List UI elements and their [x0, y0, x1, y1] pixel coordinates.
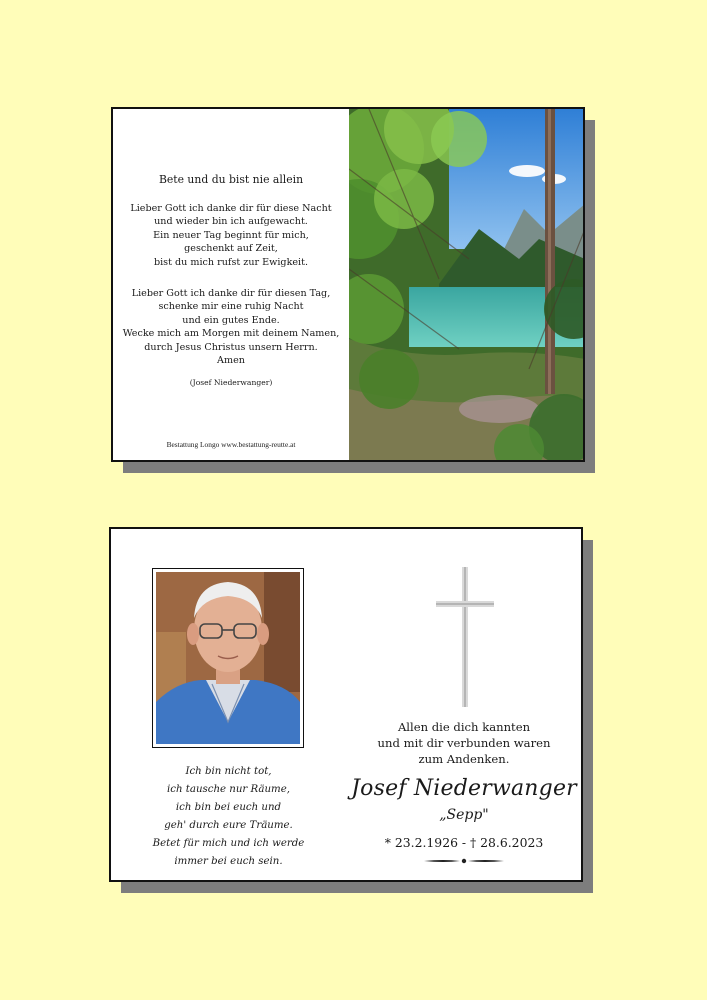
- funeral-home-credit: Bestattung Longo www.bestattung-reutte.at: [166, 440, 296, 449]
- remembrance-line: Allen die dich kannten: [397, 720, 531, 734]
- quote-line: Ich bin nicht tot,: [185, 766, 272, 777]
- quote-line: geh' durch eure Träume.: [164, 820, 293, 831]
- remembrance-line: und mit dir verbunden waren: [377, 736, 551, 750]
- ornament-divider-icon: [424, 857, 504, 865]
- quote-line: Betet für mich und ich werde: [152, 838, 305, 849]
- remembrance-text: [341, 719, 583, 767]
- prayer-title: Bete und du bist nie allein: [158, 173, 304, 186]
- prayer-line: durch Jesus Christus unsern Herrn.: [144, 341, 318, 353]
- prayer-line: Amen: [217, 355, 245, 367]
- prayer-line: Ein neuer Tag beginnt für mich,: [153, 229, 309, 241]
- lake-forest-landscape-image: [349, 109, 585, 460]
- prayer-line: Lieber Gott ich danke dir für diesen Tag,: [131, 288, 331, 299]
- deceased-nickname: „Sepp": [439, 807, 489, 823]
- remembrance-line: zum Andenken.: [418, 752, 510, 766]
- memorial-card: [109, 527, 583, 882]
- deceased-name: Josef Niederwanger: [351, 776, 577, 801]
- prayer-line: geschenkt auf Zeit,: [184, 243, 278, 255]
- prayer-line: und ein gutes Ende.: [182, 314, 280, 326]
- quote-line: immer bei euch sein.: [174, 856, 283, 867]
- quote-line: ich tausche nur Räume,: [167, 784, 290, 795]
- portrait-frame: [152, 568, 304, 748]
- cross-icon: [436, 567, 494, 707]
- prayer-stanza-1: [113, 202, 349, 269]
- prayer-author: (Josef Niederwanger): [189, 378, 273, 387]
- life-dates: * 23.2.1926 - † 28.6.2023: [384, 835, 544, 850]
- prayer-line: und wieder bin ich aufgewacht.: [154, 216, 308, 228]
- memorial-quote: [131, 763, 326, 871]
- prayer-card: [111, 107, 585, 462]
- prayer-line: bist du mich rufst zur Ewigkeit.: [153, 256, 309, 268]
- prayer-line: schenke mir eine ruhig Nacht: [158, 301, 304, 313]
- prayer-line: Wecke mich am Morgen mit deinem Namen,: [122, 328, 340, 340]
- prayer-stanza-2: [113, 287, 349, 367]
- elderly-man-portrait-image: [156, 572, 300, 744]
- quote-line: ich bin bei euch und: [175, 802, 282, 813]
- prayer-line: Lieber Gott ich danke dir für diese Nacht: [130, 203, 332, 214]
- prayer-text-panel: [113, 109, 349, 460]
